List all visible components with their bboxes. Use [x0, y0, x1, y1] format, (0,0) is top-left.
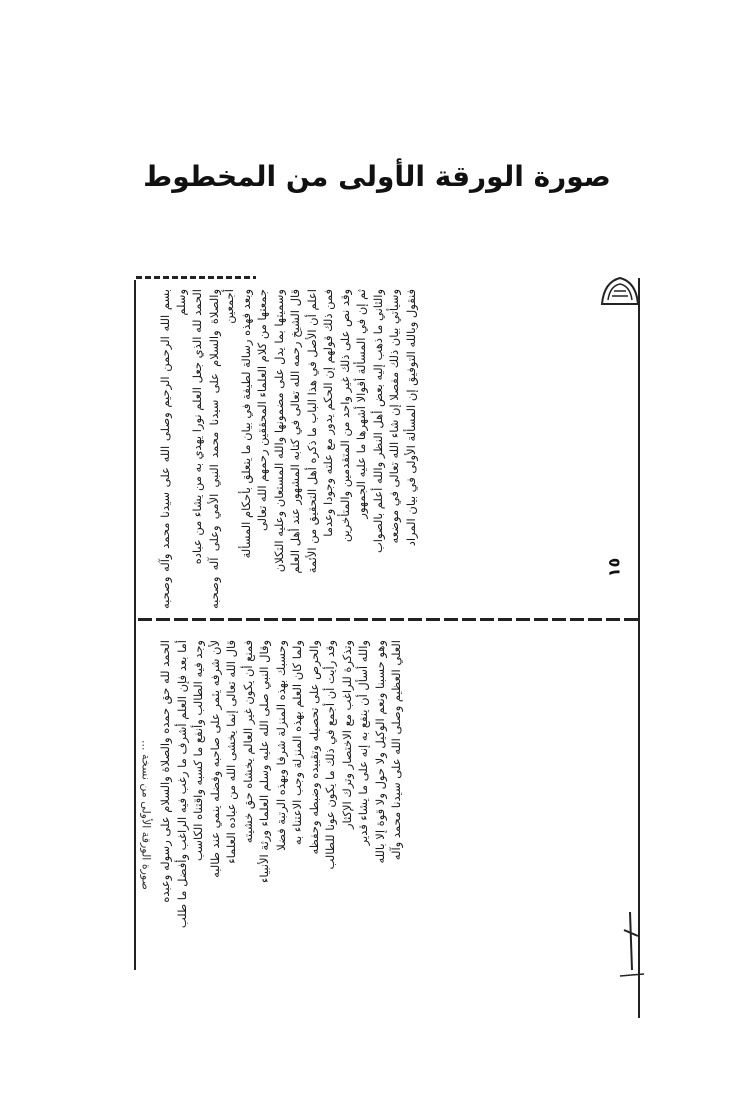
manuscript-line: لأن شرفه يثمر على صاحبه وفضله ينمي عند طالبه	[207, 640, 222, 878]
page-title: صورة الورقة الأولى من المخطوط	[143, 160, 611, 193]
manuscript-line: والله أسأل أن ينفع به إنه على ما يشاء قدير	[356, 640, 370, 846]
manuscript-line: وبعد فهذه رسالة لطيفة في بيان ما يتعلق بأحكام المسألة	[238, 289, 253, 559]
manuscript-line: وتذكرة للراغب مع الاختصار وترك الإكثار	[339, 640, 354, 830]
scan-edge-noise	[136, 276, 256, 279]
manuscript-line: قال الله تعالى إنما يخشى الله من عباده العلماء	[224, 640, 238, 864]
manuscript-line: وقد رأيت أن أجمع في ذلك ما يكون عونا للطالب	[323, 640, 337, 870]
manuscript-line: والحرص على تحصيله وتقييده وضبطه وحفظه	[306, 640, 321, 855]
manuscript-line: وقد نص على ذلك غير واحد من المتقدمين والمتأخرين	[337, 289, 352, 543]
manuscript-scan	[118, 270, 658, 1030]
manuscript-line: بسم الله الرحمن الرحيم وصلى الله على سيدنا محمد وآله وصحبه وسلم	[158, 289, 188, 609]
manuscript-line: الحمد لله حق حمده والصلاة والسلام على رسوله وعبده	[158, 640, 172, 903]
manuscript-line: الحمد لله الذي جعل العلم نورا يهدي به من يشاء من عباده	[190, 289, 204, 565]
manuscript-upper-page	[148, 284, 628, 614]
manuscript-line: وسميتها بما يدل على مضمونها والله المستعان وعليه التكلان	[271, 289, 286, 573]
folio-number: ١٥	[604, 557, 624, 578]
manuscript-line: ثم إن في المسألة أقوالا أشهرها ما عليه الجمهور	[354, 289, 368, 519]
manuscript-line: فمن ذلك قولهم إن الحكم يدور مع علته وجودا وعدما	[321, 289, 335, 537]
upper-page-text	[158, 289, 618, 609]
manuscript-line: قال الشيخ رحمه الله تعالى في كتابه المشهور عند أهل العلم	[288, 289, 302, 574]
scan-right-border	[638, 278, 640, 1018]
page-fold-divider	[138, 618, 638, 621]
manuscript-lower-page	[148, 630, 628, 990]
manuscript-line: فنقول وبالله التوفيق إن المسألة الأولى في بيان المراد	[403, 289, 418, 547]
manuscript-line: وقال النبي صلى الله عليه وسلم العلماء ورثة الأنبياء	[257, 640, 271, 884]
manuscript-caption	[132, 665, 160, 965]
manuscript-line: وهو حسبنا ونعم الوكيل ولا حول ولا قوة إلا بالله	[372, 640, 387, 864]
manuscript-line: جمعتها من كلام العلماء المحققين رحمهم الله تعالى	[255, 289, 269, 532]
manuscript-line: أما بعد فإن العلم أشرف ما رغب فيه الراغب وأفضل ما طلب	[174, 640, 189, 929]
manuscript-line: والثاني ما ذهب إليه بعض أهل النظر والله أعلم بالصواب	[370, 289, 385, 554]
manuscript-line: وحسبك بهذه المنزلة شرفا وبهذه الرتبة فضلا	[273, 640, 288, 851]
stray-pen-mark-icon	[618, 910, 648, 980]
manuscript-line: اعلم أن الأصل في هذا الباب ما ذكره أهل التحقيق من الأئمة	[304, 289, 319, 574]
manuscript-line: وسيأتي بيان ذلك مفصلا إن شاء الله تعالى في موضعه	[387, 289, 401, 544]
lower-page-text	[158, 640, 618, 980]
manuscript-line: ولما كان العلم بهذه المنزلة وجب الاعتناء به	[290, 640, 304, 846]
manuscript-line: العلي العظيم وصلى الله على سيدنا محمد وآله	[389, 640, 403, 861]
manuscript-line: والصلاة والسلام على سيدنا محمد النبي الأمي وعلى آله وصحبه أجمعين	[206, 289, 236, 609]
caption-text: صورة الورقة الأولى من نسخة ...	[139, 740, 153, 890]
manuscript-line: فمنع أن يكون غير العالم يخشاه حق خشيته	[240, 640, 255, 844]
manuscript-line: وجد فيه الطالب وأنفع ما كسبه واقتناه الكاسب	[191, 640, 205, 861]
